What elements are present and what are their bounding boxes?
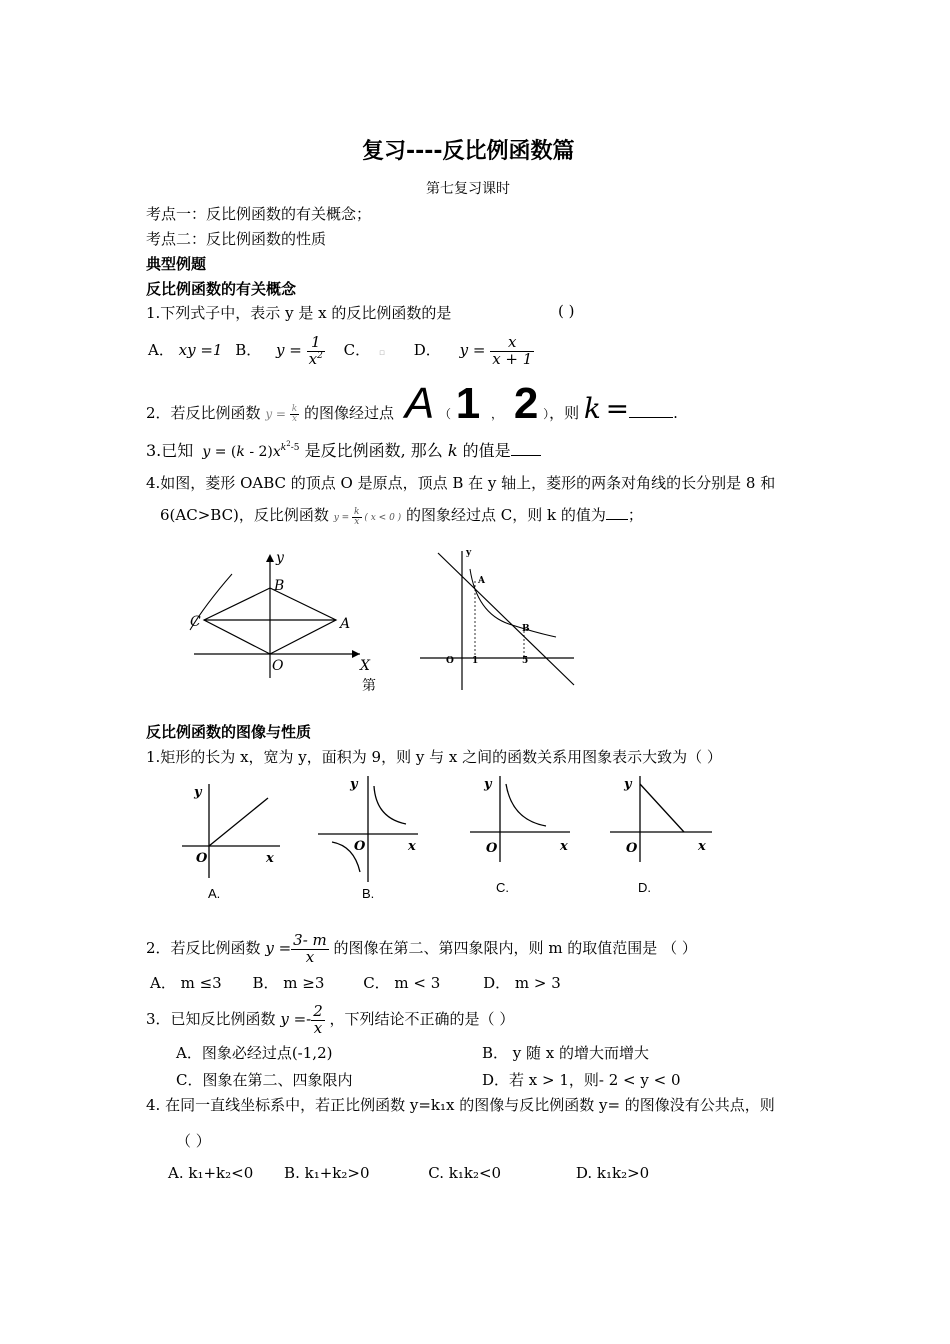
g2-frac-d: x: [305, 947, 315, 966]
point-two: 考点二：反比例函数的性质: [146, 230, 327, 248]
q2-point-a: A: [404, 379, 435, 428]
g3-frac-d: x: [313, 1018, 323, 1037]
g4-option-c: C. k₁k₂<0: [428, 1164, 502, 1182]
g3-option-d: D．若 x > 1，则- 2 < y < 0: [482, 1071, 681, 1089]
g4-paren: （ ）: [176, 1132, 211, 1150]
g2-option-c: C． m < 3: [363, 974, 441, 992]
page-subtitle: 第七复习课时: [426, 181, 510, 197]
q2-line: 2．若反比例函数 y = $\frac{k}{x}$ 的图像经过点 A （ 1 ， 2 ），则 k = .: [146, 379, 678, 428]
heading-graph: 反比例函数的图像与性质: [146, 723, 312, 741]
fig1-label-c: C: [190, 614, 201, 630]
g2-options: [150, 972, 561, 993]
heading-concept: 反比例函数的有关概念: [146, 280, 297, 298]
g1-d-o: O: [626, 841, 638, 856]
q1-option-b-expr: y = $\frac{1}{x^2}$: [276, 332, 323, 368]
g1-c-y: y: [484, 777, 492, 792]
fig2-line: [438, 553, 574, 685]
q3-line: [146, 438, 541, 461]
q3-expr: $y = (k - 2)x^{k^2-5}$: [202, 440, 300, 460]
q1-option-d-expr: y = $\frac{x}{x + 1}$: [459, 332, 533, 368]
g2-option-d: D． m > 3: [483, 974, 561, 992]
page-title: 复习----反比例函数篇: [362, 139, 575, 164]
q2-func-faint: y = $\frac{k}{x}$: [265, 403, 298, 424]
q2-point-y: 2: [513, 379, 539, 428]
g1-a-x: x: [266, 851, 274, 866]
g1-a-o: O: [196, 851, 208, 866]
g1-d-x: x: [698, 839, 706, 854]
g4-options: [168, 1164, 649, 1182]
point-one: 考点一：反比例函数的有关概念；: [146, 205, 372, 223]
fig1-label-a: A: [340, 616, 351, 632]
g1-a-y: y: [194, 785, 202, 800]
q3-k: k: [447, 441, 458, 460]
q2-eq: =: [605, 392, 630, 425]
q1-option-a-expr: xy =1: [178, 341, 223, 359]
g1-d-line: [640, 784, 684, 832]
q4-line2b: 的图象经过点 C，则 k 的值为: [405, 506, 606, 524]
q3-post: 的值是: [462, 441, 511, 460]
g4-option-b: B. k₁+k₂>0: [284, 1164, 370, 1182]
g4-option-d: D. k₁k₂>0: [575, 1164, 650, 1182]
g2-post: 的图像在第二、第四象限内，则 m 的取值范围是 （ ）: [333, 939, 697, 957]
g2-line: 2．若反比例函数 y = $\frac{3- m}{x}$ 的图像在第二、第四象限内，则 m 的取值范围是 （ ）: [146, 930, 697, 966]
fig2-label-o: O: [446, 656, 454, 666]
q2-mid: 的图像经过点: [304, 404, 395, 422]
fig1-caption: 第: [362, 678, 376, 694]
q2-post: ，则: [549, 404, 580, 422]
q1-option-d-label: D．: [413, 341, 441, 359]
q4-blank: [606, 519, 628, 520]
g3-line: 3．已知反比例函数 y =- $\frac{2}{x}$ ，下列结论不正确的是（ ）: [146, 1001, 515, 1037]
g4-option-a: A. k₁+k₂<0: [168, 1164, 254, 1182]
g1-graph-b: [314, 772, 424, 902]
g3-option-a: A．图象必经过点(-1,2): [176, 1044, 333, 1062]
q1-option-a-label: A．: [148, 341, 174, 359]
q3-pre: 3.已知: [146, 441, 194, 460]
g3-pre: 3．已知反比例函数: [146, 1010, 276, 1028]
g2-option-a: A． m ≤3: [150, 974, 222, 992]
g1-b-y: y: [350, 777, 358, 792]
g1-c-label: C.: [496, 880, 509, 895]
g1-d-label: D.: [638, 880, 651, 895]
q1-options: [148, 330, 534, 370]
q2-point-x: 1: [455, 379, 481, 428]
q1-option-c-label: C．: [343, 341, 371, 359]
q1-option-c-faint: ▫: [378, 348, 385, 358]
fig1-label-b: B: [274, 578, 285, 594]
q3-mid: 是反比例函数, 那么: [304, 441, 443, 460]
g1-d-y: y: [624, 777, 632, 792]
g1-graph-a: [176, 778, 286, 903]
line-hyperbola-figure: [412, 545, 582, 695]
g2-frac-n: 3- m: [293, 930, 327, 949]
heading-examples: 典型例题: [146, 255, 207, 273]
g3-post: ，下列结论不正确的是（ ）: [329, 1010, 515, 1028]
q2-k: k: [583, 392, 601, 425]
g1-graph-c: [466, 772, 576, 900]
fig1-label-y: y: [276, 550, 284, 566]
q2-end: .: [673, 404, 678, 422]
fig1-label-x: X: [360, 658, 370, 674]
q2-blank: [629, 417, 673, 418]
q1-stem: 1.下列式子中，表示 y 是 x 的反比例函数的是: [146, 304, 452, 322]
fig2-label-b: B: [522, 624, 530, 634]
q3-blank: [511, 455, 541, 456]
g1-c-x: x: [560, 839, 568, 854]
g3-frac-n: 2: [313, 1001, 323, 1020]
fig2-label-a: A: [478, 576, 485, 586]
fig1-label-o: O: [272, 658, 284, 674]
fig2-label-1: 1: [472, 656, 479, 666]
g1-a-line: [209, 798, 268, 846]
g1-b-o: O: [354, 839, 366, 854]
fig2-label-y: y: [466, 548, 472, 558]
g1-c-curve: [506, 784, 546, 826]
q4-line1: 4.如图，菱形 OABC 的顶点 O 是原点，顶点 B 在 y 轴上，菱形的两条对角线的长分别是 8 和: [146, 474, 776, 492]
q1-option-b-label: B．: [235, 341, 262, 359]
q4-line2a: 6(AC>BC)，反比例函数: [160, 506, 329, 524]
g3-option-b: B． y 随 x 的增大而增大: [482, 1044, 650, 1062]
g1-c-o: O: [486, 841, 498, 856]
g2-pre: 2．若反比例函数: [146, 939, 261, 957]
rhombus-figure: [180, 550, 380, 700]
q2-pre: 2．若反比例函数: [146, 404, 261, 422]
g1-graph-d: [606, 772, 716, 900]
fig2-label-5: 5: [522, 656, 529, 666]
g1-a-label: A.: [208, 886, 221, 901]
q4-line2: [160, 500, 643, 530]
g4-stem: 4. 在同一直线坐标系中，若正比例函数 y=k₁x 的图像与反比例函数 y= 的图像没有公共点，则: [146, 1096, 775, 1114]
g1-b-label: B.: [362, 886, 375, 901]
q4-func: y = $\frac{k}{x}$ ( x < 0 ): [333, 506, 402, 527]
g1-b-branch1: [374, 786, 406, 824]
q1-paren: ( ): [558, 302, 575, 320]
g1-b-x: x: [408, 839, 416, 854]
q4-semi: ；: [627, 506, 643, 524]
g3-option-c: C．图象在第二、四象限内: [176, 1071, 353, 1089]
g2-option-b: B． m ≥3: [252, 974, 325, 992]
g1-stem: 1.矩形的长为 x，宽为 y，面积为 9，则 y 与 x 之间的函数关系用图象表示大致为（ ）: [146, 748, 722, 766]
